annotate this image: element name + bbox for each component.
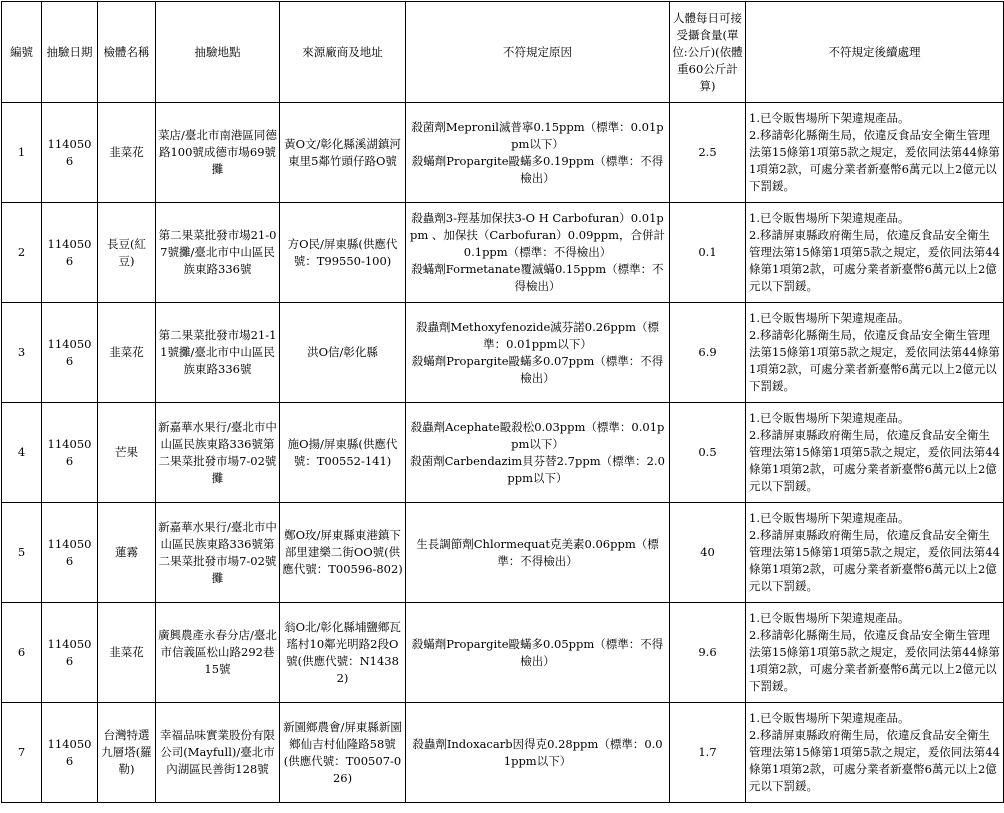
cell-reason — [406, 403, 670, 503]
header-followup: 不符規定後續處理 — [746, 2, 1004, 103]
table-row — [2, 703, 1004, 803]
followup-line: 1.已令販售場所下架違規產品。 — [749, 111, 910, 125]
header-no: 編號 — [2, 2, 42, 103]
cell-location: 廣興農產永春分店/臺北市信義區松山路292巷15號 — [156, 603, 280, 703]
cell-item: 台灣特選九層塔(羅勒) — [98, 703, 156, 803]
cell-reason — [406, 703, 670, 803]
table-row — [2, 403, 1004, 503]
cell-intake: 0.1 — [670, 203, 746, 303]
cell-source: 洪O信/彰化縣 — [280, 303, 406, 403]
cell-followup — [746, 703, 1004, 803]
cell-date: 1140506 — [42, 503, 98, 603]
cell-no: 1 — [2, 103, 42, 203]
cell-reason — [406, 303, 670, 403]
cell-no: 2 — [2, 203, 42, 303]
cell-followup — [746, 203, 1004, 303]
cell-date: 1140506 — [42, 203, 98, 303]
cell-item: 韭菜花 — [98, 103, 156, 203]
cell-date: 1140506 — [42, 603, 98, 703]
cell-item: 韭菜花 — [98, 603, 156, 703]
cell-intake: 6.9 — [670, 303, 746, 403]
cell-followup — [746, 503, 1004, 603]
cell-source: 鄭O玫/屏東縣東港鎮下部里建樂二街OO號(供應代號：T00596-802) — [280, 503, 406, 603]
table-row — [2, 503, 1004, 603]
cell-source: 方O民/屏東縣(供應代號：T99550-100) — [280, 203, 406, 303]
cell-intake: 2.5 — [670, 103, 746, 203]
cell-location: 第二果菜批發市場21-11號攤/臺北市中山區民族東路336號 — [156, 303, 280, 403]
cell-intake: 1.7 — [670, 703, 746, 803]
followup-line: 2.移請彰化縣衛生局，依違反食品安全衛生管理法第15條第1項第5款之規定，爰依同法第44條第1項第2款，可處分業者新臺幣6萬元以上2億元以下罰鍰。 — [749, 128, 1000, 193]
reason-line: 殺菌劑Mepronil滅普寧0.15ppm（標準：0.01ppm以下） — [411, 119, 664, 151]
cell-reason — [406, 203, 670, 303]
cell-no: 4 — [2, 403, 42, 503]
inspection-results-table — [1, 1, 1004, 803]
followup-line: 1.已令販售場所下架違規產品。 — [749, 711, 910, 725]
cell-intake: 0.5 — [670, 403, 746, 503]
reason-line: 殺蟎劑Propargite毆蟎多0.07ppm（標準：不得檢出） — [411, 353, 664, 385]
followup-line: 1.已令販售場所下架違規產品。 — [749, 411, 910, 425]
reason-line: 殺蟲劑Methoxyfenozide滅芬諾0.26ppm（標準：0.01ppm以下） — [415, 319, 660, 351]
followup-line: 2.移請彰化縣衛生局，依違反食品安全衛生管理法第15條第1項第5款之規定，爰依同法第44條第1項第2款，可處分業者新臺幣6萬元以上2億元以下罰鍰。 — [749, 328, 1000, 393]
followup-line: 2.移請屏東縣政府衛生局，依違反食品安全衛生管理法第15條第1項第5款之規定，爰依同法第44條第1項第2款，可處分業者新臺幣6萬元以上2億元以下罰鍰。 — [749, 228, 1000, 293]
followup-line: 2.移請屏東縣政府衛生局，依違反食品安全衛生管理法第15條第1項第5款之規定，爰依同法第44條第1項第2款，可處分業者新臺幣6萬元以上2億元以下罰鍰。 — [749, 428, 1000, 493]
header-location: 抽驗地點 — [156, 2, 280, 103]
cell-item: 蓮霧 — [98, 503, 156, 603]
cell-no: 3 — [2, 303, 42, 403]
table-header — [2, 2, 1004, 103]
followup-line: 2.移請屏東縣政府衛生局，依違反食品安全衛生管理法第15條第1項第5款之規定，爰依同法第44條第1項第2款，可處分業者新臺幣6萬元以上2億元以下罰鍰。 — [749, 528, 1000, 593]
followup-line: 2.移請彰化縣衛生局，依違反食品安全衛生管理法第15條第1項第5款之規定，爰依同法第44條第1項第2款，可處分業者新臺幣6萬元以上2億元以下罰鍰。 — [749, 628, 1000, 693]
cell-location: 新嘉華水果行/臺北市中山區民族東路336號第二果菜批發市場7-02號攤 — [156, 403, 280, 503]
header-source: 來源廠商及地址 — [280, 2, 406, 103]
cell-location: 第二果菜批發市場21-07號攤/臺北市中山區民族東路336號 — [156, 203, 280, 303]
reason-line: 殺蟎劑Propargite毆蟎多0.19ppm（標準：不得檢出） — [411, 153, 664, 185]
table-body — [2, 103, 1004, 803]
cell-source: 黃O文/彰化縣溪湖鎮河東里5鄰竹頭仔路O號 — [280, 103, 406, 203]
header-item: 檢體名稱 — [98, 2, 156, 103]
followup-line: 1.已令販售場所下架違規產品。 — [749, 611, 910, 625]
followup-line: 1.已令販售場所下架違規產品。 — [749, 511, 910, 525]
cell-intake: 40 — [670, 503, 746, 603]
cell-source: 新園鄉農會/屏東縣新園鄉仙吉村仙隆路58號(供應代號：T00507-026) — [280, 703, 406, 803]
table-row — [2, 203, 1004, 303]
header-intake: 人體每日可接受攝食量(單位:公斤)(依體重60公斤計算) — [670, 2, 746, 103]
cell-followup — [746, 103, 1004, 203]
cell-source: 施O揚/屏東縣(供應代號：T00552-141) — [280, 403, 406, 503]
cell-item: 長豆(紅豆) — [98, 203, 156, 303]
cell-date: 1140506 — [42, 703, 98, 803]
cell-no: 7 — [2, 703, 42, 803]
reason-line: 殺蟲劑Acephate毆殺松0.03ppm（標準：0.01ppm以下） — [410, 419, 665, 451]
cell-source: 翁O北/彰化縣埔鹽鄉瓦瑤村10鄰光明路2段O號(供應代號：N14382) — [280, 603, 406, 703]
followup-line: 2.移請屏東縣政府衛生局，依違反食品安全衛生管理法第15條第1項第5款之規定，爰依同法第44條第1項第2款，可處分業者新臺幣6萬元以上2億元以下罰鍰。 — [749, 728, 1000, 793]
header-row — [2, 2, 1004, 103]
followup-line: 1.已令販售場所下架違規產品。 — [749, 311, 910, 325]
header-date: 抽驗日期 — [42, 2, 98, 103]
reason-line: 殺蟲劑3-羥基加保扶3-O H Carbofuran）0.01ppm 、加保扶（Carbofuran）0.09ppm，合併計0.1ppm（標準：不得檢出） — [410, 211, 666, 259]
cell-reason — [406, 103, 670, 203]
cell-date: 1140506 — [42, 403, 98, 503]
reason-line: 殺蟲劑Indoxacarb因得克0.28ppm（標準：0.01ppm以下） — [412, 736, 663, 768]
header-reason: 不符規定原因 — [406, 2, 670, 103]
table-row — [2, 303, 1004, 403]
cell-followup — [746, 403, 1004, 503]
cell-location: 新嘉華水果行/臺北市中山區民族東路336號第二果菜批發市場7-02號攤 — [156, 503, 280, 603]
reason-line: 殺蟎劑Formetanate覆滅蟎0.15ppm（標準：不得檢出） — [411, 262, 664, 293]
reason-line: 殺蟎劑Propargite毆蟎多0.05ppm（標準：不得檢出） — [411, 636, 664, 668]
reason-line: 殺菌劑Carbendazim貝芬替2.7ppm（標準：2.0ppm以下） — [410, 453, 665, 485]
followup-line: 1.已令販售場所下架違規產品。 — [749, 211, 910, 225]
cell-location: 幸福品味實業股份有限公司(Mayfull)/臺北市內湖區民善街128號 — [156, 703, 280, 803]
cell-date: 1140506 — [42, 103, 98, 203]
cell-reason — [406, 503, 670, 603]
cell-reason — [406, 603, 670, 703]
cell-item: 韭菜花 — [98, 303, 156, 403]
cell-item: 芒果 — [98, 403, 156, 503]
cell-location: 菜店/臺北市南港區同德路100號成德市場69號攤 — [156, 103, 280, 203]
table-row — [2, 603, 1004, 703]
cell-followup — [746, 303, 1004, 403]
table-row — [2, 103, 1004, 203]
cell-date: 1140506 — [42, 303, 98, 403]
cell-no: 6 — [2, 603, 42, 703]
cell-followup — [746, 603, 1004, 703]
cell-no: 5 — [2, 503, 42, 603]
cell-intake: 9.6 — [670, 603, 746, 703]
reason-line: 生長調節劑Chlormequat克美素0.06ppm（標準：不得檢出） — [416, 536, 659, 568]
